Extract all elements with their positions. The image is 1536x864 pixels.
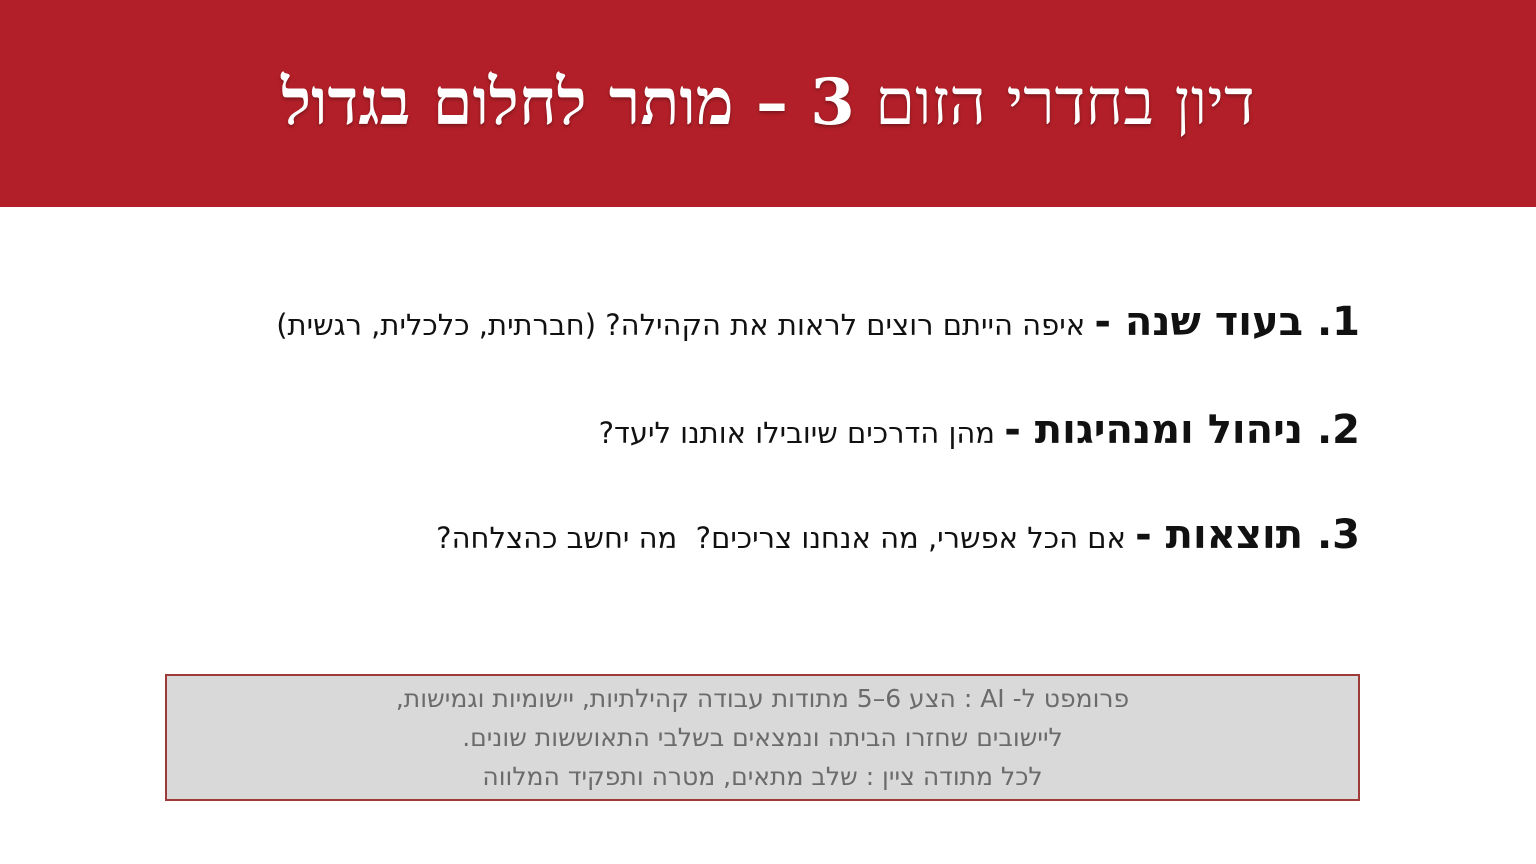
prompt-line-1: פרומפט ל- AI : הצע ‪5–6‬ מתודות עבודה קהילתיות, יישומיות וגמישות, [395,684,1130,713]
question-2-lead: ניהול ומנהיגות [1034,407,1304,453]
question-2-number: 2. [1316,407,1360,453]
question-item-3 [50,508,1360,562]
question-2-text: מהן הדרכים שיובילו אותנו ליעד? [598,416,996,450]
question-1-strong [1094,299,1360,345]
question-1-number: 1. [1316,299,1360,345]
question-item-1 [50,295,1360,349]
question-1-text: איפה הייתם רוצים לראות את הקהילה? (חברתית, כלכלית, רגשית) [276,308,1086,342]
question-3-text: אם הכל אפשרי, מה אנחנו צריכים? מה יחשב כהצלחה? [436,521,1126,555]
question-3-strong [1135,512,1360,558]
question-2-dash: - [1004,407,1021,453]
ai-prompt-box [165,674,1360,801]
prompt-line-3: לכל מתודה ציין : שלב מתאים, מטרה ותפקיד המלווה [482,762,1043,791]
prompt-line-2: ליישובים שחזרו הביתה ונמצאים בשלבי התאוששות שונים. [462,723,1063,752]
title-prefix: דיון בחדרי הזום [854,66,1255,141]
title-emphasis: 3 – מותר לחלום בגדול [281,65,855,141]
question-1-dash: - [1094,299,1111,345]
question-2-strong [1004,407,1360,453]
question-3-dash: - [1135,512,1152,558]
question-item-2 [50,403,1360,457]
question-3-number: 3. [1316,512,1360,558]
question-1-lead: בעוד שנה [1124,299,1304,345]
question-3-lead: תוצאות [1165,512,1304,558]
